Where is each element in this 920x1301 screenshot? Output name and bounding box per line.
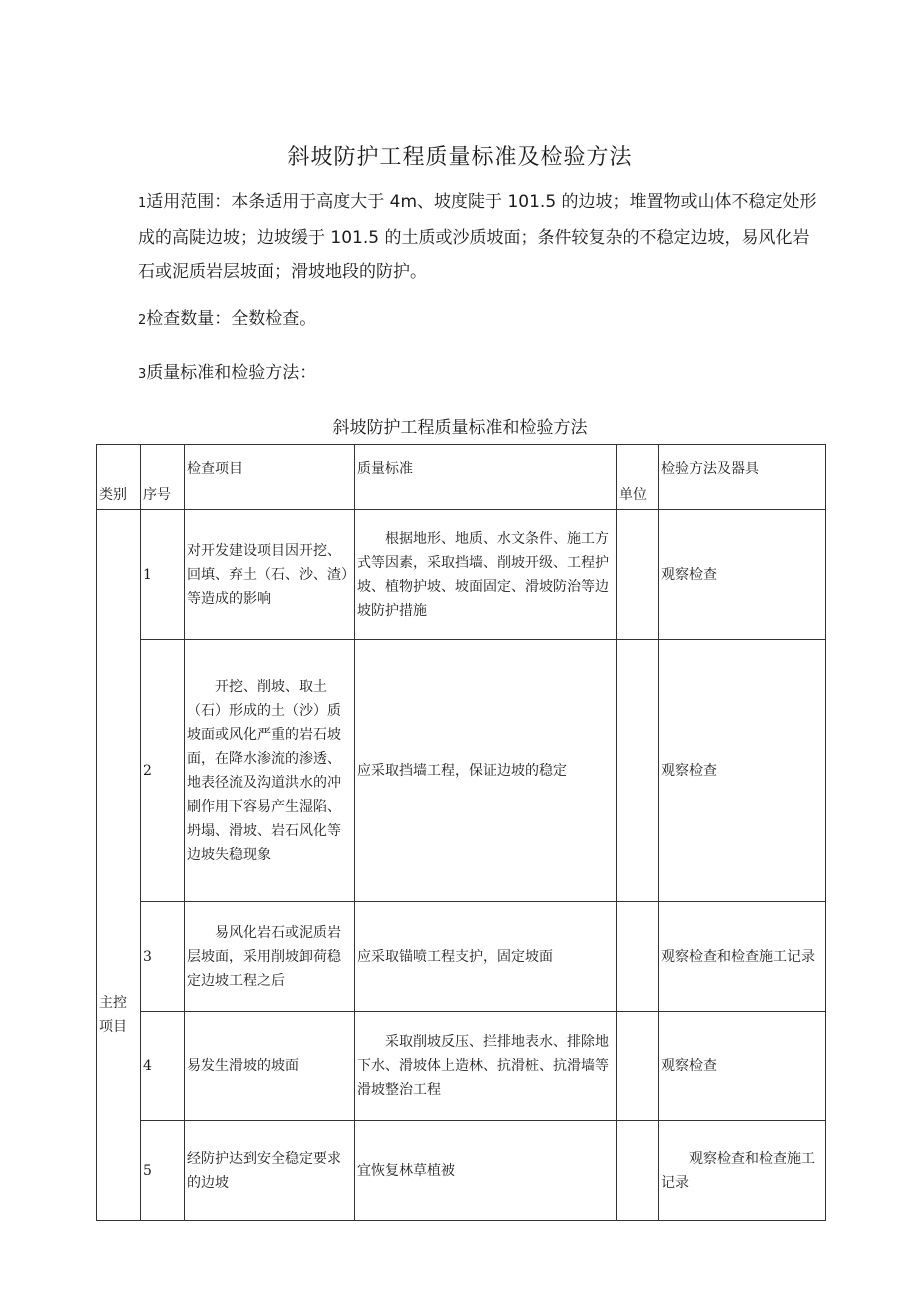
header-standard: 质量标准	[355, 445, 617, 510]
paragraph-text: 检查数量：全数检查。	[146, 309, 317, 329]
table-caption: 斜坡防护工程质量标准和检验方法	[332, 418, 588, 438]
unit-cell	[617, 510, 659, 640]
document-title: 斜坡防护工程质量标准及检验方法	[287, 145, 633, 170]
scope-paragraph	[138, 185, 818, 289]
item-cell: 对开发建设项目因开挖、回填、弃土（石、沙、渣）等造成的影响	[185, 510, 355, 640]
paragraph-number: 2	[138, 313, 147, 328]
table-header-row	[97, 445, 826, 510]
unit-cell	[617, 1121, 659, 1221]
paragraph-text: 质量标准和检验方法：	[146, 363, 317, 383]
method-cell: 观察检查	[659, 510, 826, 640]
header-category: 类别	[97, 445, 141, 510]
standard-cell: 根据地形、地质、水文条件、施工方式等因素，采取挡墙、削坡开级、工程护坡、植物护坡、坡面固定、滑坡防治等边坡防护措施	[355, 510, 617, 640]
item-cell: 易风化岩石或泥质岩层坡面，采用削坡卸荷稳定边坡工程之后	[185, 902, 355, 1012]
unit-cell	[617, 640, 659, 902]
table-row	[97, 640, 826, 902]
paragraph-number: 3	[138, 367, 147, 382]
quality-standard-paragraph	[138, 356, 818, 392]
item-cell: 经防护达到安全稳定要求的边坡	[185, 1121, 355, 1221]
item-cell: 开挖、削坡、取土（石）形成的土（沙）质坡面或风化严重的岩石坡面，在降水渗流的渗透、地表径流及沟道洪水的冲刷作用下容易产生湿陷、坍塌、滑坡、岩石风化等边坡失稳现象	[185, 640, 355, 902]
standard-cell: 应采取锚喷工程支护，固定坡面	[355, 902, 617, 1012]
unit-cell	[617, 1012, 659, 1121]
item-cell: 易发生滑坡的坡面	[185, 1012, 355, 1121]
method-cell: 观察检查和检查施工记录	[659, 902, 826, 1012]
quality-standard-table	[96, 444, 826, 1221]
standard-cell: 应采取挡墙工程，保证边坡的稳定	[355, 640, 617, 902]
table-row	[97, 1121, 826, 1221]
paragraph-text: 适用范围：本条适用于高度大于 4m、坡度陡于 101.5 的边坡；堆置物或山体不稳定处形成的高陡边坡；边坡缓于 101.5 的土质或沙质坡面；条件较复杂的不稳定边坡，易风化岩石或泥质岩层坡面；滑坡地段的防护。	[138, 192, 817, 282]
inspection-quantity-paragraph	[138, 302, 818, 338]
table-row	[97, 510, 826, 640]
category-cell: 主控项目	[97, 510, 141, 1221]
seq-cell: 3	[141, 902, 185, 1012]
table-row	[97, 1012, 826, 1121]
header-item: 检查项目	[185, 445, 355, 510]
header-unit: 单位	[617, 445, 659, 510]
table-row	[97, 902, 826, 1012]
unit-cell	[617, 902, 659, 1012]
seq-cell: 4	[141, 1012, 185, 1121]
header-method: 检验方法及器具	[659, 445, 826, 510]
seq-cell: 2	[141, 640, 185, 902]
method-cell: 观察检查	[659, 640, 826, 902]
header-seq: 序号	[141, 445, 185, 510]
standard-cell: 采取削坡反压、拦排地表水、排除地下水、滑坡体上造林、抗滑桩、抗滑墙等滑坡整治工程	[355, 1012, 617, 1121]
method-cell: 观察检查和检查施工记录	[659, 1121, 826, 1221]
paragraph-number: 1	[138, 196, 147, 211]
seq-cell: 5	[141, 1121, 185, 1221]
method-cell: 观察检查	[659, 1012, 826, 1121]
standard-cell: 宜恢复林草植被	[355, 1121, 617, 1221]
seq-cell: 1	[141, 510, 185, 640]
